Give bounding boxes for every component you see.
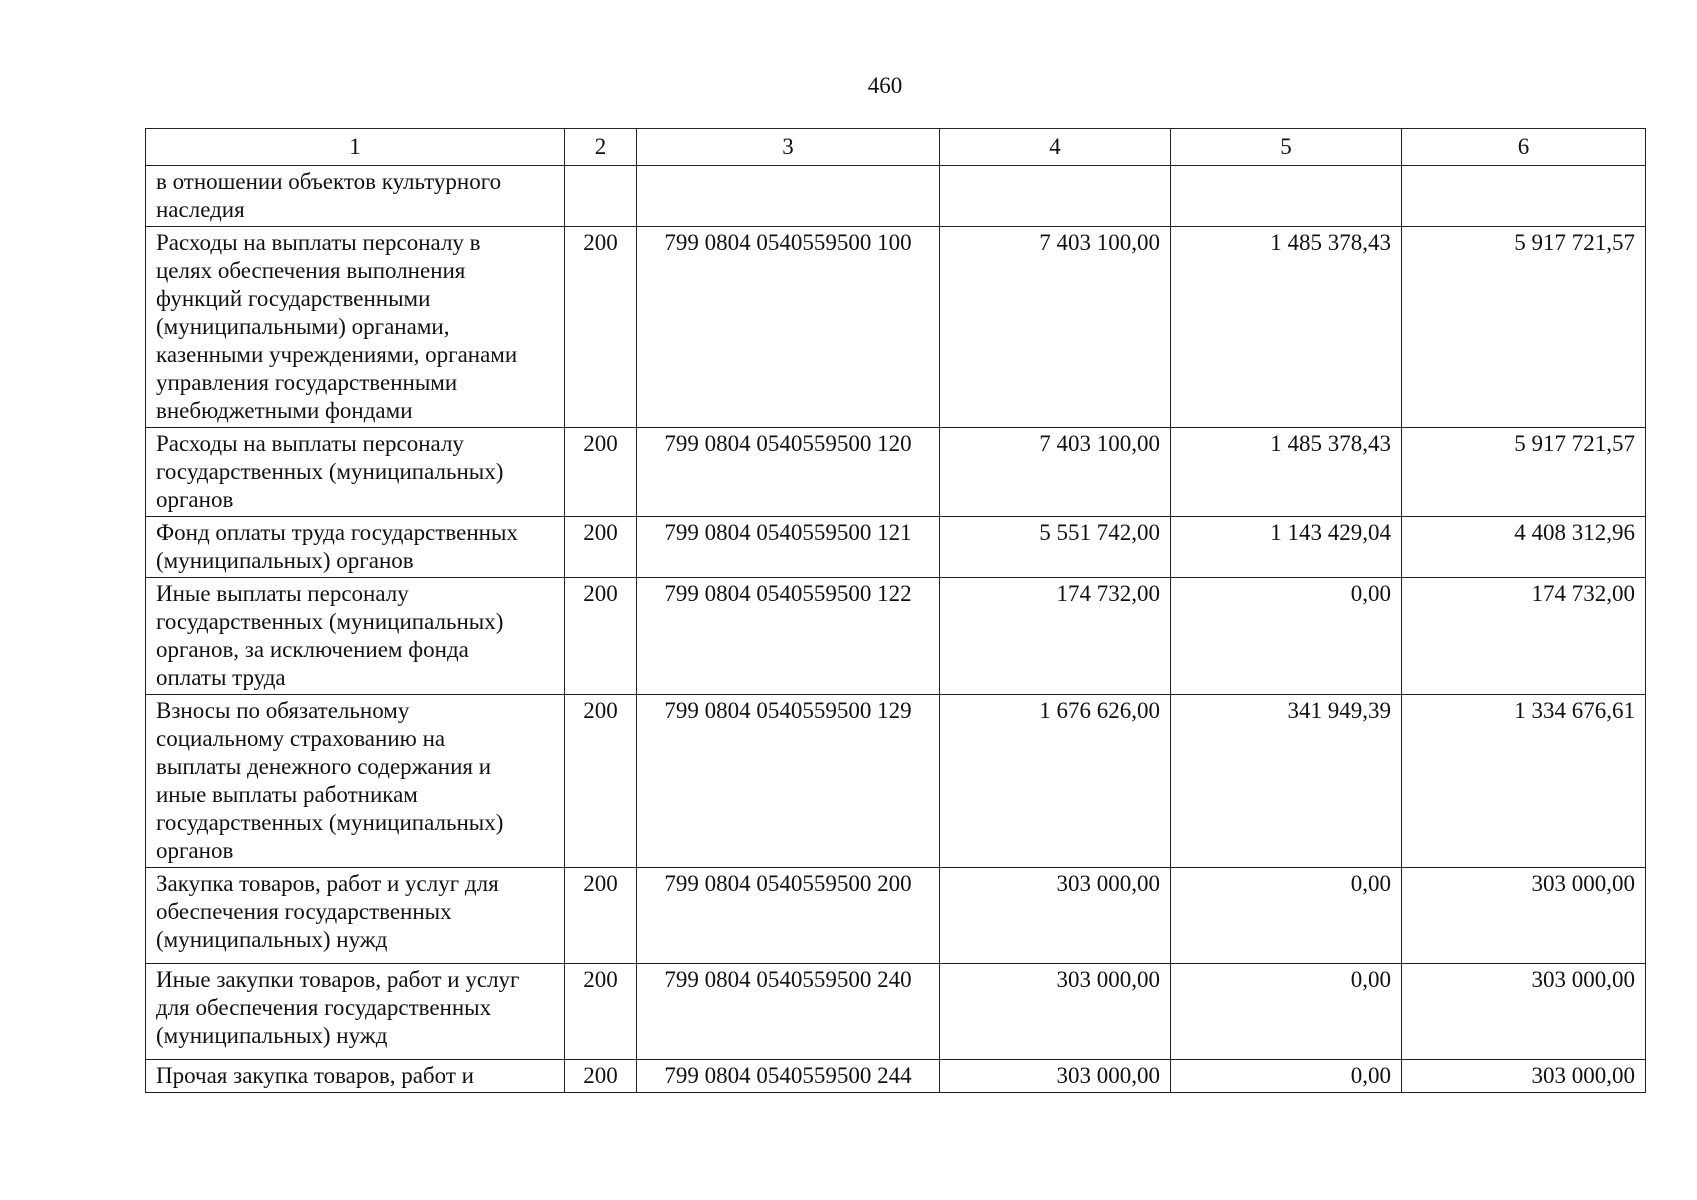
row-approved-cell: 303 000,00 bbox=[940, 868, 1171, 964]
row-approved-cell: 303 000,00 bbox=[940, 964, 1171, 1060]
row-unexecuted-cell: 303 000,00 bbox=[1402, 1060, 1646, 1093]
row-kbk-cell: 799 0804 0540559500 121 bbox=[637, 517, 940, 578]
table-row bbox=[146, 695, 1646, 868]
row-kbk-cell: 799 0804 0540559500 122 bbox=[637, 578, 940, 695]
table-row bbox=[146, 517, 1646, 578]
row-name-cell: Иные закупки товаров, работ и услуг для обеспечения государственных (муниципальных) нужд bbox=[146, 964, 565, 1060]
row-code-cell bbox=[565, 166, 637, 227]
table-row bbox=[146, 868, 1646, 964]
row-code-cell: 200 bbox=[565, 578, 637, 695]
row-unexecuted-cell: 4 408 312,96 bbox=[1402, 517, 1646, 578]
row-code-cell: 200 bbox=[565, 868, 637, 964]
row-name-cell: Закупка товаров, работ и услуг для обеспечения государственных (муниципальных) нужд bbox=[146, 868, 565, 964]
row-executed-cell: 0,00 bbox=[1171, 964, 1402, 1060]
row-kbk-cell: 799 0804 0540559500 100 bbox=[637, 227, 940, 428]
row-code-cell: 200 bbox=[565, 517, 637, 578]
table-row bbox=[146, 166, 1646, 227]
row-approved-cell: 5 551 742,00 bbox=[940, 517, 1171, 578]
page-number: 460 bbox=[867, 73, 903, 98]
column-header-1: 1 bbox=[146, 129, 565, 166]
row-unexecuted-cell: 5 917 721,57 bbox=[1402, 428, 1646, 517]
row-code-cell: 200 bbox=[565, 1060, 637, 1093]
row-approved-cell: 7 403 100,00 bbox=[940, 428, 1171, 517]
row-executed-cell: 0,00 bbox=[1171, 578, 1402, 695]
row-code-cell: 200 bbox=[565, 428, 637, 517]
row-kbk-cell: 799 0804 0540559500 200 bbox=[637, 868, 940, 964]
row-approved-cell: 7 403 100,00 bbox=[940, 227, 1171, 428]
row-executed-cell bbox=[1171, 166, 1402, 227]
row-code-cell: 200 bbox=[565, 227, 637, 428]
column-header-2: 2 bbox=[565, 129, 637, 166]
row-unexecuted-cell: 174 732,00 bbox=[1402, 578, 1646, 695]
row-unexecuted-cell: 303 000,00 bbox=[1402, 868, 1646, 964]
row-executed-cell: 0,00 bbox=[1171, 1060, 1402, 1093]
row-name-cell: Фонд оплаты труда государственных (муниципальных) органов bbox=[146, 517, 565, 578]
row-unexecuted-cell: 303 000,00 bbox=[1402, 964, 1646, 1060]
row-name-cell: Прочая закупка товаров, работ и bbox=[146, 1060, 565, 1093]
row-approved-cell: 1 676 626,00 bbox=[940, 695, 1171, 868]
row-executed-cell: 1 485 378,43 bbox=[1171, 227, 1402, 428]
row-unexecuted-cell bbox=[1402, 166, 1646, 227]
row-kbk-cell bbox=[637, 166, 940, 227]
row-kbk-cell: 799 0804 0540559500 120 bbox=[637, 428, 940, 517]
table-row bbox=[146, 1060, 1646, 1093]
column-header-5: 5 bbox=[1171, 129, 1402, 166]
row-name-cell: в отношении объектов культурного наследия bbox=[146, 166, 565, 227]
row-code-cell: 200 bbox=[565, 964, 637, 1060]
table-row bbox=[146, 227, 1646, 428]
row-name-cell: Расходы на выплаты персоналу государственных (муниципальных) органов bbox=[146, 428, 565, 517]
table-row bbox=[146, 578, 1646, 695]
row-unexecuted-cell: 5 917 721,57 bbox=[1402, 227, 1646, 428]
row-unexecuted-cell: 1 334 676,61 bbox=[1402, 695, 1646, 868]
budget-execution-table bbox=[145, 128, 1646, 1093]
row-name-cell: Иные выплаты персоналу государственных (муниципальных) органов, за исключением фонда оплаты труда bbox=[146, 578, 565, 695]
row-kbk-cell: 799 0804 0540559500 240 bbox=[637, 964, 940, 1060]
row-executed-cell: 0,00 bbox=[1171, 868, 1402, 964]
column-header-4: 4 bbox=[940, 129, 1171, 166]
row-executed-cell: 341 949,39 bbox=[1171, 695, 1402, 868]
row-name-cell: Взносы по обязательному социальному страхованию на выплаты денежного содержания и иные выплаты работникам государственных (муниципальных) органов bbox=[146, 695, 565, 868]
row-kbk-cell: 799 0804 0540559500 244 bbox=[637, 1060, 940, 1093]
table-row bbox=[146, 964, 1646, 1060]
column-header-6: 6 bbox=[1402, 129, 1646, 166]
table-row bbox=[146, 428, 1646, 517]
row-name-cell: Расходы на выплаты персоналу в целях обеспечения выполнения функций государственными (муниципальными) органами, казенными учреждениями, органами управления государственными внебюджетными фондами bbox=[146, 227, 565, 428]
row-approved-cell: 174 732,00 bbox=[940, 578, 1171, 695]
row-approved-cell bbox=[940, 166, 1171, 227]
row-approved-cell: 303 000,00 bbox=[940, 1060, 1171, 1093]
row-kbk-cell: 799 0804 0540559500 129 bbox=[637, 695, 940, 868]
row-executed-cell: 1 485 378,43 bbox=[1171, 428, 1402, 517]
row-executed-cell: 1 143 429,04 bbox=[1171, 517, 1402, 578]
column-number-header-row bbox=[146, 129, 1646, 166]
row-code-cell: 200 bbox=[565, 695, 637, 868]
column-header-3: 3 bbox=[637, 129, 940, 166]
